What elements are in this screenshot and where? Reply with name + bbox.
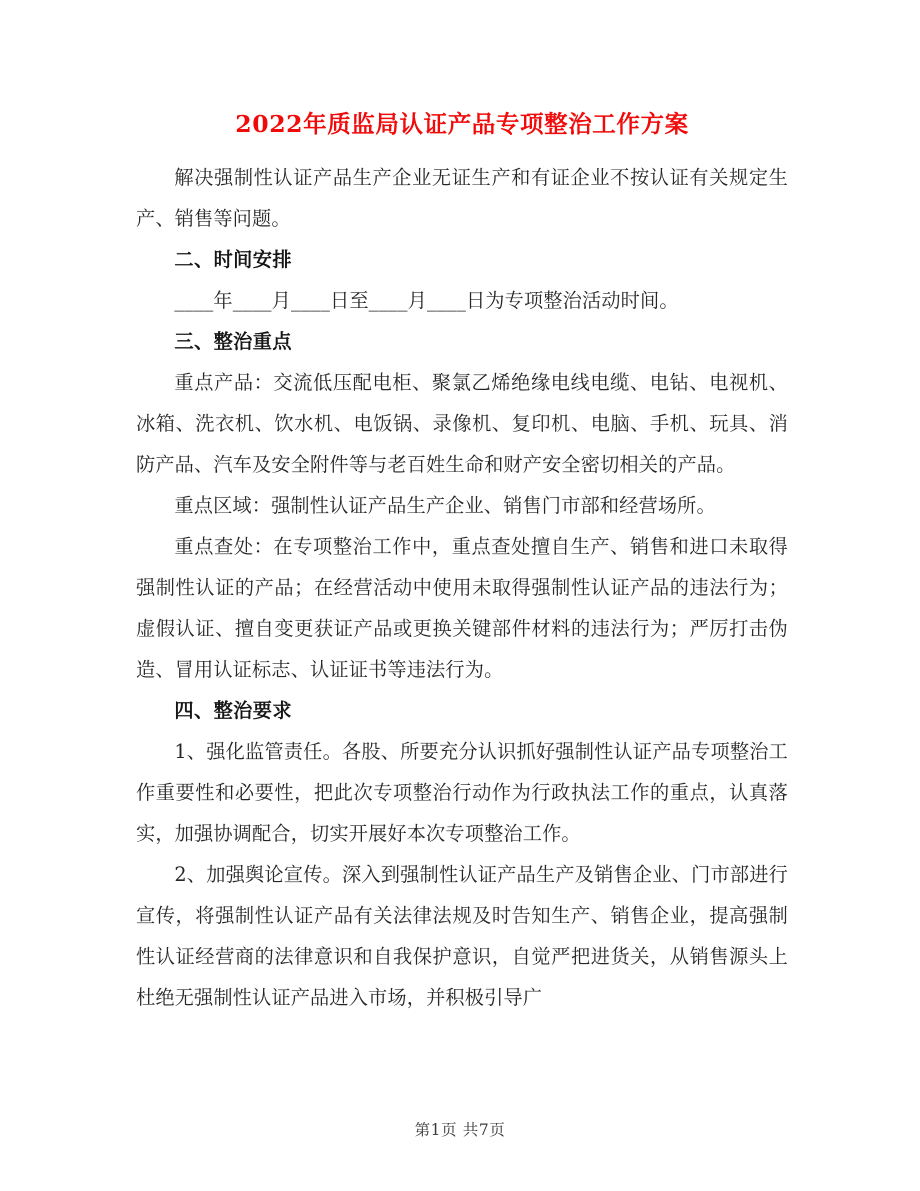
- paragraph-requirement-2: 2、加强舆论宣传。深入到强制性认证产品生产及销售企业、门市部进行宣传，将强制性认证产品有关法律法规及时告知生产、销售企业，提高强制性认证经营商的法律意识和自我保护意识，自觉严把进货关，从销售源头上杜绝无强制性认证产品进入市场，并积极引导广: [136, 863, 788, 1010]
- document-body: [136, 0, 788, 1018]
- paragraph-intro: 解决强制性认证产品生产企业无证生产和有证企业不按认证有关规定生产、销售等问题。: [136, 166, 788, 231]
- section-heading-key-points: 三、整治重点: [174, 330, 292, 354]
- page-title: 2022年质监局认证产品专项整治工作方案: [235, 110, 689, 138]
- paragraph-key-areas: 重点区域：强制性认证产品生产企业、销售门市部和经营场所。: [174, 494, 716, 518]
- section-heading-time-arrangement: 二、时间安排: [174, 248, 292, 272]
- paragraph-time-blank: ____年____月____日至____月____日为专项整治活动时间。: [174, 289, 679, 313]
- paragraph-key-products: 重点产品：交流低压配电柜、聚氯乙烯绝缘电线电缆、电钻、电视机、冰箱、洗衣机、饮水机、电饭锅、录像机、复印机、电脑、手机、玩具、消防产品、汽车及安全附件等与老百姓生命和财产安全密切相关的产品。: [136, 371, 788, 477]
- title-spacer: [136, 139, 788, 157]
- page-footer: 第1页 共7页: [414, 1121, 506, 1139]
- paragraph-key-investigations: 重点查处：在专项整治工作中，重点查处擅自生产、销售和进口未取得强制性认证的产品；在经营活动中使用未取得强制性认证产品的违法行为；虚假认证、擅自变更获证产品或更换关键部件材料的违法行为；严厉打击伪造、冒用认证标志、认证证书等违法行为。: [136, 535, 788, 682]
- paragraph-requirement-1: 1、强化监管责任。各股、所要充分认识抓好强制性认证产品专项整治工作重要性和必要性，把此次专项整治行动作为行政执法工作的重点，认真落实，加强协调配合，切实开展好本次专项整治工作。: [136, 740, 788, 846]
- section-heading-requirements: 四、整治要求: [174, 699, 292, 723]
